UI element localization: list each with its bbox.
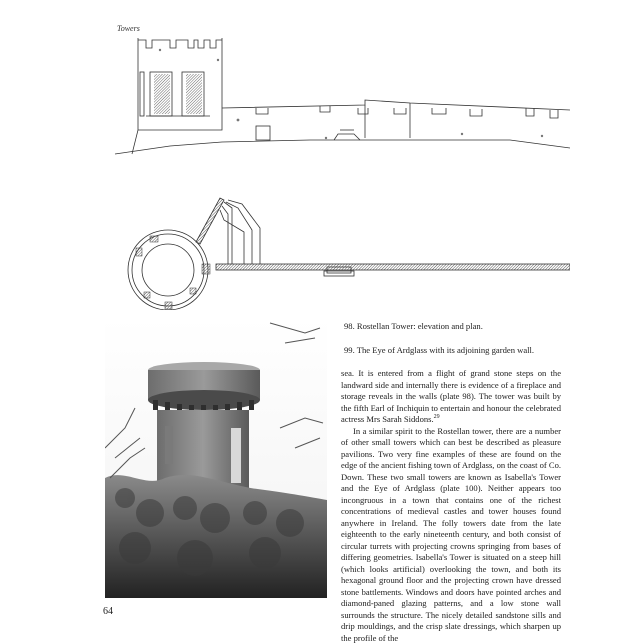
paragraph-1: [341, 368, 561, 426]
elevation-drawing: [110, 30, 570, 160]
caption-99: [344, 345, 534, 355]
caption-number: 99.: [344, 345, 355, 355]
paragraph-1-text: sea. It is entered from a flight of grand stone steps on the landward side and internally there is evidence of a fireplace and storage reveals in the walls (plate 98). The tower was built by the fifth Earl of Inchiquin to entertain and honour the celebrated actress Mrs Sarah Siddons.: [341, 368, 561, 424]
plan-drawing: [120, 180, 570, 310]
caption-text: The Eye of Ardglass with its adjoining garden wall.: [357, 345, 534, 355]
page-number: 64: [103, 606, 113, 617]
paragraph-2: In a similar spirit to the Rostellan tower, there are a number of other small towers which can best be described as pleasure pavilions. Two very fine examples of these are found on the edge of the ancient fishing town of Ardglass, on the coast of Co. Down. These two small towers are known as Isabella's Tower and the Eye of Ardglass (plate 100). Neither appears too incongruous in a town that contains one of the richest concentrations of medieval castles and tower houses found anywhere in Ireland. The folly towers date from the late eighteenth to the early nineteenth century, and both consist of circular turrets with projecting crowns springing from bases of differing geometries. Isabella's Tower is situated on a steep hill (which looks artificial) overlooking the town, and both its hexagonal ground floor and the projecting crown have dressed stone battlements. Windows and doors have pointed arches and diamond-paned glazing patterns, and a low stone wall surrounds the structure. The nicely detailed sandstone sills and drip mouldings, and the crisp slate dressings, which sharpen up the profile of the: [341, 426, 561, 644]
caption-98: [344, 321, 483, 331]
caption-text: Rostellan Tower: elevation and plan.: [357, 321, 483, 331]
body-text: [341, 368, 561, 644]
running-head: Towers: [117, 24, 140, 33]
footnote-reference: 29: [434, 414, 440, 420]
caption-number: 98.: [344, 321, 355, 331]
eye-of-ardglass-photo: [105, 318, 327, 598]
